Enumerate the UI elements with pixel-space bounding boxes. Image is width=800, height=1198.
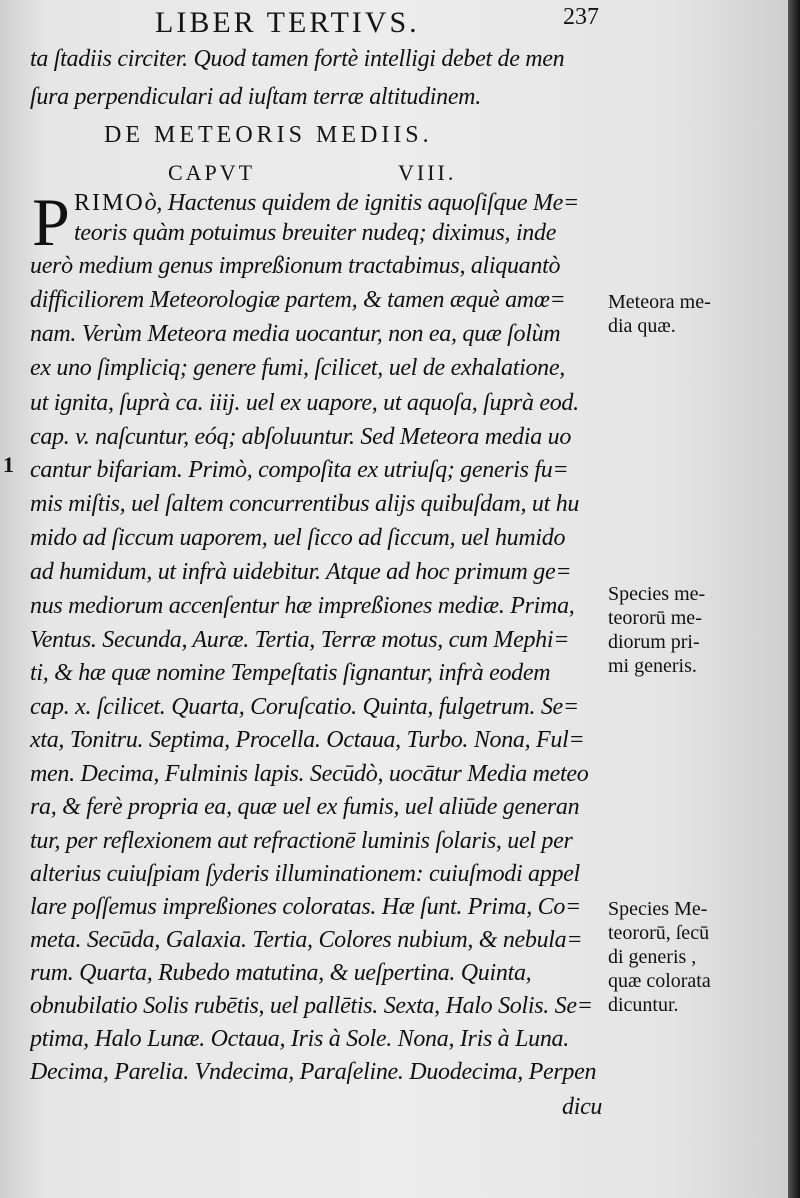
text-line: ſura perpendiculari ad iuſtam terræ altitudinem. bbox=[30, 84, 481, 110]
margin-mark: 1 bbox=[3, 452, 14, 477]
text-line: nus mediorum accenſentur hæ impreßiones mediæ. Prima, bbox=[30, 593, 575, 619]
chapter-number: VIII. bbox=[398, 160, 457, 185]
section-heading: DE METEORIS MEDIIS. bbox=[104, 122, 433, 148]
text-line: difficiliorem Meteorologiæ partem, & tamen æquè amœ= bbox=[30, 287, 566, 313]
margin-note-line: teororū, ſecū bbox=[608, 922, 710, 944]
margin-note-line: Species me- bbox=[608, 583, 706, 605]
margin-note-line: Meteora me- bbox=[608, 291, 711, 313]
margin-note-line: dicuntur. bbox=[608, 994, 679, 1016]
text-line: cantur bifariam. Primò, compoſita ex utriuſq; generis fu= bbox=[30, 457, 569, 483]
text-line: uerò medium genus impreßionum tractabimus, aliquantò bbox=[30, 253, 561, 279]
text-line: ut ignita, ſuprà ca. iiij. uel ex uapore, ut aquoſa, ſuprà eod. bbox=[30, 390, 579, 416]
text-line-first bbox=[74, 188, 604, 218]
text-line: ad humidum, ut infrà uidebitur. Atque ad hoc primum ge= bbox=[30, 559, 572, 585]
catchword: dicu bbox=[562, 1094, 603, 1120]
chapter-label: CAPVT bbox=[168, 160, 256, 185]
text-line: cap. v. naſcuntur, eóq; abſoluuntur. Sed Meteora media uo bbox=[30, 424, 572, 450]
margin-note-line: mi generis. bbox=[608, 655, 697, 677]
text-line: lare poſſemus impreßiones coloratas. Hæ ſunt. Prima, Co= bbox=[30, 894, 581, 920]
text-line: alterius cuiuſpiam ſyderis illuminationem: cuiuſmodi appel bbox=[30, 861, 580, 887]
page-number: 237 bbox=[563, 4, 599, 30]
text-line: ex uno ſimpliciq; genere fumi, ſcilicet, uel de exhalatione, bbox=[30, 355, 565, 381]
text-line: nam. Verùm Meteora media uocantur, non ea, quæ ſolùm bbox=[30, 321, 561, 347]
margin-note-line: Species Me- bbox=[608, 898, 708, 920]
margin-note-species-primi bbox=[608, 582, 748, 678]
text-line: ti, & hæ quæ nomine Tempeſtatis ſignantur, infrà eodem bbox=[30, 660, 551, 686]
drop-cap: P bbox=[32, 184, 70, 260]
text-line: rum. Quarta, Rubedo matutina, & ueſpertina. Quinta, bbox=[30, 960, 532, 986]
text-line: tur, per reflexionem aut refractionē luminis ſolaris, uel per bbox=[30, 828, 573, 854]
text-line: men. Decima, Fulminis lapis. Secūdò, uocātur Media meteo bbox=[30, 761, 589, 787]
margin-note-line: diorum pri- bbox=[608, 631, 700, 653]
running-head: LIBER TERTIVS. bbox=[155, 6, 420, 39]
text-line: teoris quàm potuimus breuiter nudeq; diximus, inde bbox=[74, 220, 557, 246]
margin-note-line: quæ colorata bbox=[608, 970, 711, 992]
text-line: ta ſtadiis circiter. Quod tamen fortè intelligi debet de men bbox=[30, 46, 565, 72]
book-spine-shadow bbox=[788, 0, 800, 1198]
first-word: RIMO bbox=[74, 190, 145, 216]
text-line: obnubilatio Solis rubētis, uel pallētis. Sexta, Halo Solis. Se= bbox=[30, 993, 593, 1019]
text-line: Ventus. Secunda, Auræ. Tertia, Terræ motus, cum Mephi= bbox=[30, 627, 570, 653]
text-line: meta. Secūda, Galaxia. Tertia, Colores nubium, & nebula= bbox=[30, 927, 583, 953]
margin-note-line: teororū me- bbox=[608, 607, 702, 629]
text-line: xta, Tonitru. Septima, Procella. Octaua, Turbo. Nona, Ful= bbox=[30, 727, 585, 753]
margin-note-line: dia quæ. bbox=[608, 315, 676, 337]
margin-note-line: di generis , bbox=[608, 946, 697, 968]
text-line-first-rest: ò, Hactenus quidem de ignitis aquoſiſque Me= bbox=[144, 190, 579, 216]
text-line: mis miſtis, uel ſaltem concurrentibus alijs quibuſdam, ut hu bbox=[30, 491, 580, 517]
text-line: cap. x. ſcilicet. Quarta, Coruſcatio. Quinta, fulgetrum. Se= bbox=[30, 694, 579, 720]
margin-note-species-secundi bbox=[608, 897, 748, 1017]
text-line: ptima, Halo Lunæ. Octaua, Iris à Sole. Nona, Iris à Luna. bbox=[30, 1026, 569, 1052]
text-line: Decima, Parelia. Vndecima, Paraſeline. Duodecima, Perpen bbox=[30, 1059, 597, 1085]
text-line: ra, & ferè propria ea, quæ uel ex fumis, uel aliūde generan bbox=[30, 794, 580, 820]
margin-note-meteora-media bbox=[608, 290, 748, 338]
text-line: mido ad ſiccum uaporem, uel ſicco ad ſiccum, uel humido bbox=[30, 525, 566, 551]
